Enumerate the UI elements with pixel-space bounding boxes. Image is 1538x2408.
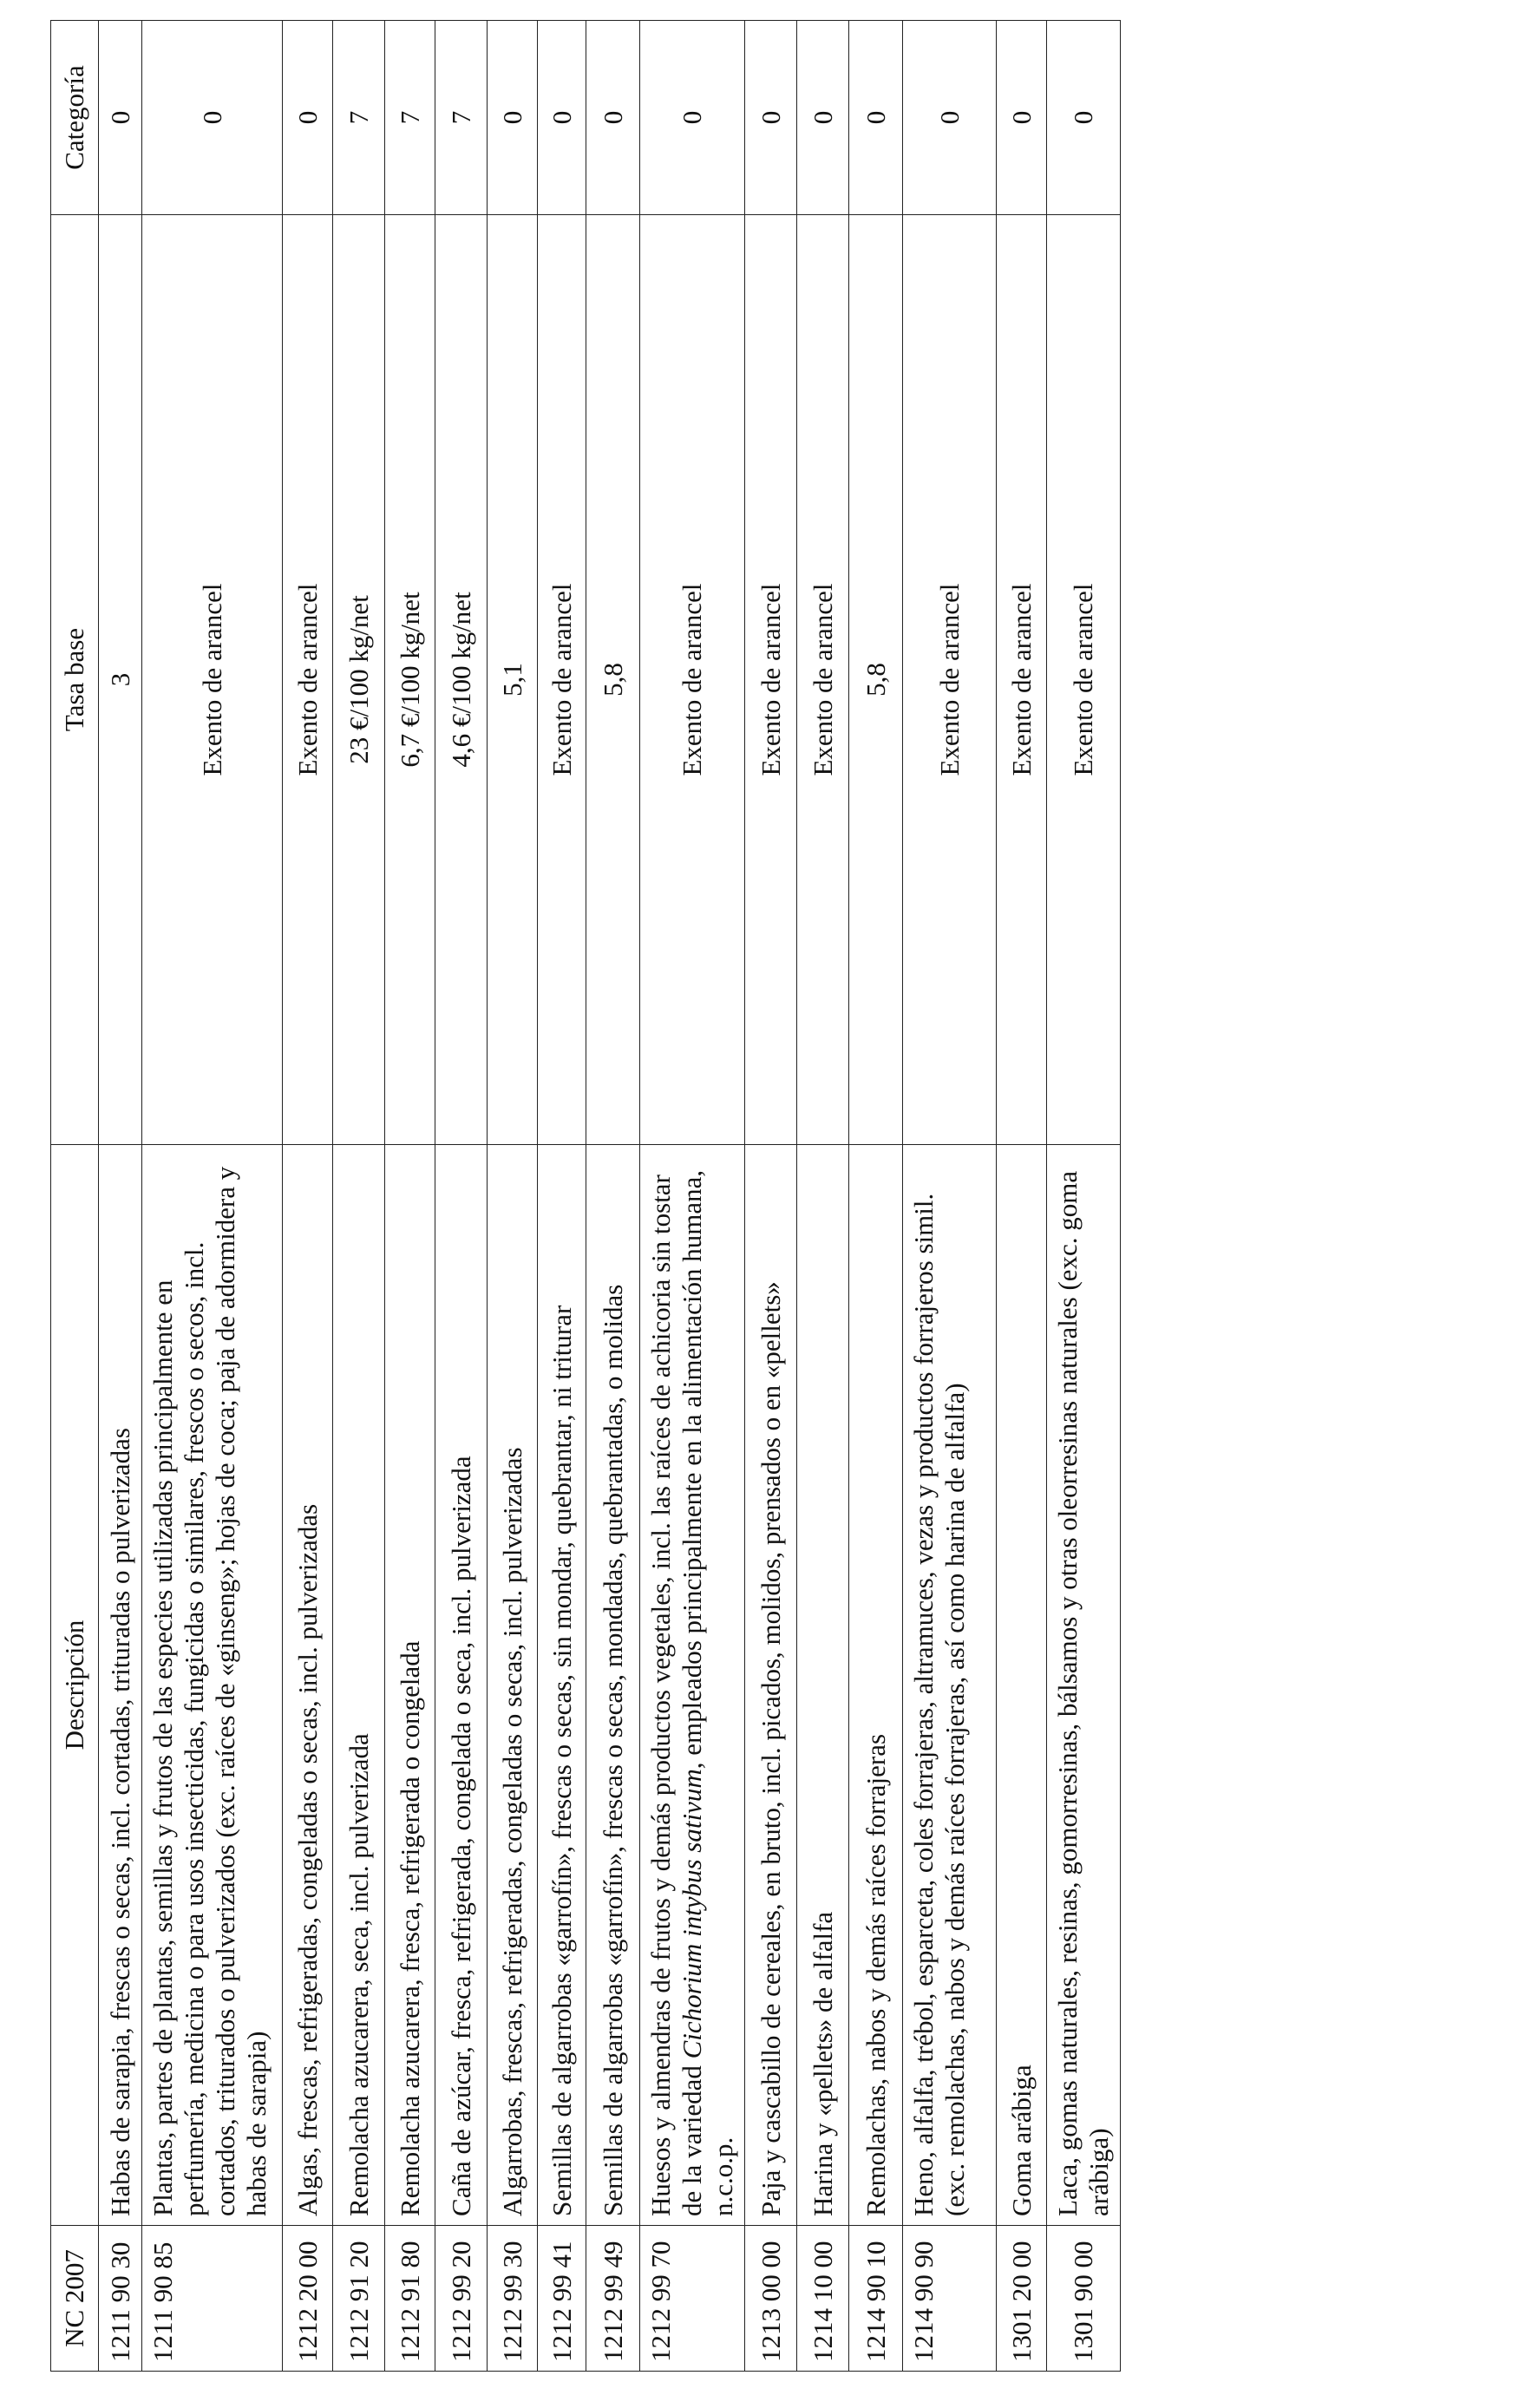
categoria-cell: 0: [997, 20, 1047, 214]
descripcion-cell: [640, 1144, 745, 2225]
nc-code: 1211 90 30: [99, 2225, 142, 2371]
tasa-cell: Exento de arancel: [538, 214, 586, 1144]
table-row: [488, 20, 538, 2371]
tasa-cell: 23 €/100 kg/net: [333, 214, 385, 1144]
tasa-cell: 3: [99, 214, 142, 1144]
nc-code: 1213 00 00: [745, 2225, 797, 2371]
nc-code: 1214 10 00: [797, 2225, 849, 2371]
tasa-cell: Exento de arancel: [142, 214, 283, 1144]
categoria-cell: 7: [333, 20, 385, 214]
table-row: [538, 20, 586, 2371]
categoria-cell: 0: [640, 20, 745, 214]
table-row: [586, 20, 640, 2371]
tasa-cell: Exento de arancel: [640, 214, 745, 1144]
tasa-cell: Exento de arancel: [997, 214, 1047, 1144]
categoria-cell: 0: [1047, 20, 1121, 214]
table-row: [283, 20, 333, 2371]
table-row: [903, 20, 997, 2371]
table-row: [333, 20, 385, 2371]
table-row: [1047, 20, 1121, 2371]
categoria-cell: 7: [435, 20, 488, 214]
tasa-cell: 5,8: [849, 214, 903, 1144]
header-descripcion: Descripción: [51, 1144, 99, 2225]
nc-code: 1212 91 80: [385, 2225, 435, 2371]
table-row: [640, 20, 745, 2371]
table-header-row: [51, 20, 99, 2371]
nc-code: 1301 20 00: [997, 2225, 1047, 2371]
categoria-cell: 0: [538, 20, 586, 214]
categoria-cell: 0: [586, 20, 640, 214]
table-row: [142, 20, 283, 2371]
table-row: [435, 20, 488, 2371]
descripcion-cell: Semillas de algarrobas «garrofín», frescas o secas, mondadas, quebrantadas, o molidas: [586, 1144, 640, 2225]
tasa-cell: Exento de arancel: [283, 214, 333, 1144]
header-tasa: Tasa base: [51, 214, 99, 1144]
nc-code: 1212 20 00: [283, 2225, 333, 2371]
nc-code: 1214 90 90: [903, 2225, 997, 2371]
categoria-cell: 0: [797, 20, 849, 214]
categoria-cell: 0: [283, 20, 333, 214]
tariff-table: [50, 20, 1121, 2372]
tasa-cell: 4,6 €/100 kg/net: [435, 214, 488, 1144]
header-categoria: Categoría: [51, 20, 99, 214]
tasa-cell: Exento de arancel: [903, 214, 997, 1144]
descripcion-cell: Heno, alfalfa, trébol, esparceta, coles forrajeras, altramuces, vezas y productos forrajeros simil. (exc. remolachas, nabos y demás raíces forrajeras, así como harina de alfalfa): [903, 1144, 997, 2225]
descripcion-cell: Algas, frescas, refrigeradas, congeladas o secas, incl. pulverizadas: [283, 1144, 333, 2225]
nc-code: 1212 99 49: [586, 2225, 640, 2371]
nc-code: 1212 99 70: [640, 2225, 745, 2371]
nc-code: 1212 99 30: [488, 2225, 538, 2371]
descripcion-cell: Goma arábiga: [997, 1144, 1047, 2225]
categoria-cell: 0: [745, 20, 797, 214]
categoria-cell: 0: [99, 20, 142, 214]
table-row: [849, 20, 903, 2371]
categoria-cell: 7: [385, 20, 435, 214]
descripcion-cell: Paja y cascabillo de cereales, en bruto, incl. picados, molidos, prensados o en «pellets»: [745, 1144, 797, 2225]
descripcion-cell: Laca, gomas naturales, resinas, gomorresinas, bálsamos y otras oleorresinas naturales (exc. goma arábiga): [1047, 1144, 1121, 2225]
tasa-cell: Exento de arancel: [1047, 214, 1121, 1144]
descripcion-cell: Remolacha azucarera, seca, incl. pulverizada: [333, 1144, 385, 2225]
nc-code: 1212 91 20: [333, 2225, 385, 2371]
descripcion-text-cont: , empleados principalmente en la alimentación humana, n.c.o.p.: [677, 1169, 738, 2216]
table-row: [797, 20, 849, 2371]
categoria-cell: 0: [849, 20, 903, 214]
descripcion-cell: Caña de azúcar, fresca, refrigerada, congelada o seca, incl. pulverizada: [435, 1144, 488, 2225]
header-nc: NC 2007: [51, 2225, 99, 2371]
table-row: [997, 20, 1047, 2371]
descripcion-cell: Habas de sarapia, frescas o secas, incl. cortadas, trituradas o pulverizadas: [99, 1144, 142, 2225]
categoria-cell: 0: [903, 20, 997, 214]
categoria-cell: 0: [488, 20, 538, 214]
descripcion-text: Huesos y almendras de frutos y demás productos vegetales, incl. las raíces de achicoria sin tostar de la variedad: [645, 1175, 707, 2216]
tasa-cell: Exento de arancel: [745, 214, 797, 1144]
table-row: [99, 20, 142, 2371]
tasa-cell: 5,8: [586, 214, 640, 1144]
tasa-cell: 6,7 €/100 kg/net: [385, 214, 435, 1144]
descripcion-cell: Semillas de algarrobas «garrofín», frescas o secas, sin mondar, quebrantar, ni triturar: [538, 1144, 586, 2225]
rotated-page: [50, 21, 1114, 2372]
nc-code: 1212 99 20: [435, 2225, 488, 2371]
table-row: [385, 20, 435, 2371]
descripcion-cell: Harina y «pellets» de alfalfa: [797, 1144, 849, 2225]
tasa-cell: Exento de arancel: [797, 214, 849, 1144]
tasa-cell: 5,1: [488, 214, 538, 1144]
categoria-cell: 0: [142, 20, 283, 214]
nc-code: 1214 90 10: [849, 2225, 903, 2371]
nc-code: 1211 90 85: [142, 2225, 283, 2371]
descripcion-cell: Remolachas, nabos y demás raíces forrajeras: [849, 1144, 903, 2225]
nc-code: 1212 99 41: [538, 2225, 586, 2371]
species-name: Cichorium intybus sativum: [677, 1769, 707, 2059]
nc-code: 1301 90 00: [1047, 2225, 1121, 2371]
table-row: [745, 20, 797, 2371]
descripcion-cell: Plantas, partes de plantas, semillas y frutos de las especies utilizadas principalmente en perfumería, medicina o para usos insecticidas, fungicidas o similares, frescos o secos, incl. cortados, triturados o pulverizados (exc. raíces de «ginseng»; hojas de coca; paja de adormidera y habas de sarapia): [142, 1144, 283, 2225]
descripcion-cell: Remolacha azucarera, fresca, refrigerada o congelada: [385, 1144, 435, 2225]
descripcion-cell: Algarrobas, frescas, refrigeradas, congeladas o secas, incl. pulverizadas: [488, 1144, 538, 2225]
